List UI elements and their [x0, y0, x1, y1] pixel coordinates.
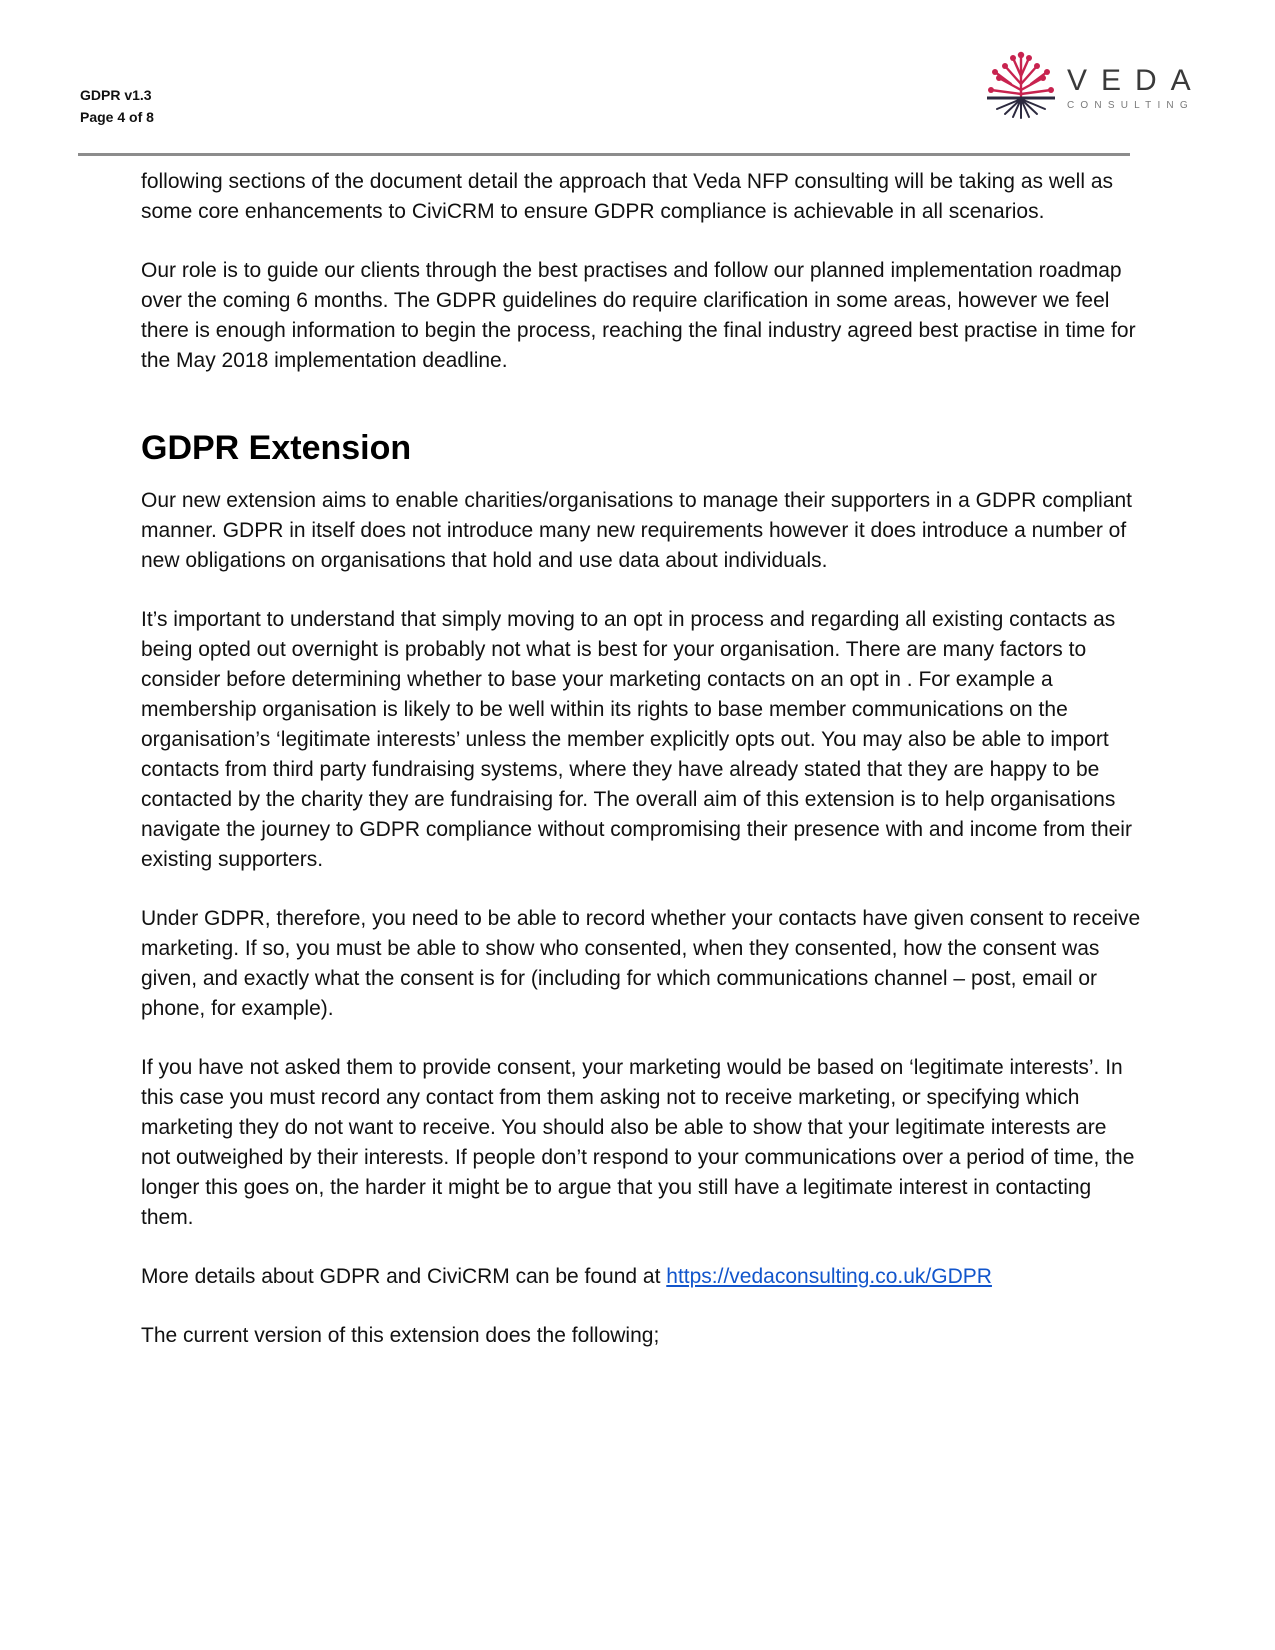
- document-header-meta: [80, 84, 154, 128]
- page-indicator: Page 4 of 8: [80, 109, 154, 125]
- more-details-text: More details about GDPR and CiviCRM can be found at: [141, 1265, 667, 1288]
- section-heading: GDPR Extension: [141, 429, 412, 467]
- closing-line: The current version of this extension does the following;: [141, 1324, 660, 1347]
- header-divider: [78, 153, 1130, 156]
- tree-roots-logo-icon: [985, 50, 1057, 122]
- section-paragraph: Our new extension aims to enable charities/organisations to manage their supporters in a GDPR compliant manner. GDPR in itself does not introduce many new requirements however it does introduce a number of new obligations on organisations that hold and use data about individuals.: [141, 489, 1133, 572]
- veda-consulting-logo: [985, 50, 1205, 125]
- section-paragraph: If you have not asked them to provide consent, your marketing would be based on ‘legitimate interests’. In this case you must record any contact from them asking not to receive marketing, or specifying which marketing they do not want to receive. You should also be able to show that your legitimate interests are not outweighed by their interests. If people don’t respond to your communications over a period of time, the longer this goes on, the harder it might be to argue that you still have a legitimate interest in contacting them.: [141, 1056, 1135, 1229]
- document-body: [141, 167, 1141, 1380]
- logo-tagline: CONSULTING: [1067, 100, 1194, 111]
- section-paragraph: It’s important to understand that simply moving to an opt in process and regarding all existing contacts as being opted out overnight is probably not what is best for your organisation. There are many factors to consider before determining whether to base your marketing contacts on an opt in . For example a membership organisation is likely to be well within its rights to base member communications on the organisation’s ‘legitimate interests’ unless the member explicitly opts out. You may also be able to import contacts from third party fundraising systems, where they have already stated that they are happy to be contacted by the charity they are fundraising for. The overall aim of this extension is to help organisations navigate the journey to GDPR compliance without compromising their presence with and income from their existing supporters.: [141, 608, 1132, 871]
- more-details-paragraph: [141, 1262, 1141, 1292]
- intro-paragraph: Our role is to guide our clients through the best practises and follow our planned implementation roadmap over the coming 6 months. The GDPR guidelines do require clarification in some areas, however we feel there is enough information to begin the process, reaching the final industry agreed best practise in time for the May 2018 implementation deadline.: [141, 259, 1136, 372]
- doc-version: GDPR v1.3: [80, 87, 152, 103]
- logo-wordmark: VEDA: [1067, 64, 1205, 97]
- section-paragraph: Under GDPR, therefore, you need to be able to record whether your contacts have given consent to receive marketing. If so, you must be able to show who consented, when they consented, how the consent was given, and exactly what the consent is for (including for which communications channel – post, email or phone, for example).: [141, 907, 1141, 1020]
- intro-paragraph: following sections of the document detail the approach that Veda NFP consulting will be taking as well as some core enhancements to CiviCRM to ensure GDPR compliance is achievable in all scenarios.: [141, 170, 1114, 223]
- gdpr-info-link[interactable]: https://vedaconsulting.co.uk/GDPR: [666, 1265, 992, 1288]
